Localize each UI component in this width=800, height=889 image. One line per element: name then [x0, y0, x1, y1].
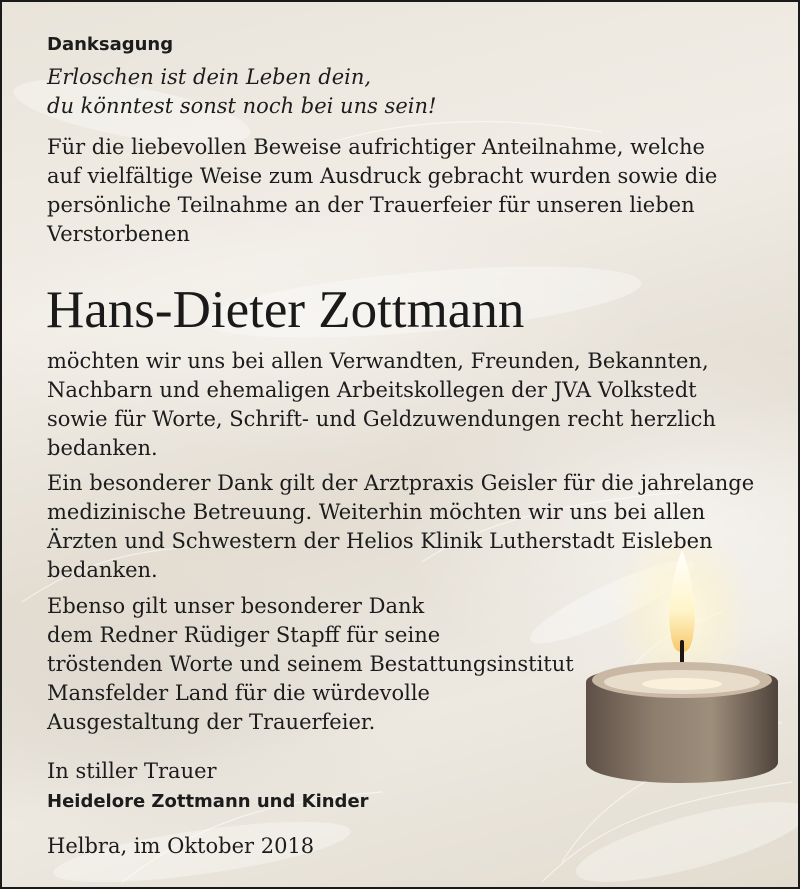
notice-heading: Danksagung	[47, 34, 174, 55]
body-line: Ebenso gilt unser besonderer Dank	[47, 594, 425, 618]
body-line: Ärzten und Schwestern der Helios Klinik Lutherstadt Eisleben	[47, 529, 713, 553]
body-line: tröstenden Worte und seinem Bestattungsinstitut	[47, 652, 574, 676]
candle-icon	[572, 542, 792, 802]
intro-line: auf vielfältige Weise zum Ausdruck gebracht wurden sowie die	[47, 164, 718, 188]
closing-line: In stiller Trauer	[47, 759, 217, 783]
body-line: medizinische Betreuung. Weiterhin möchten wir uns bei allen	[47, 500, 706, 524]
signature: Heidelore Zottmann und Kinder	[47, 791, 369, 812]
body-line: Ausgestaltung der Trauerfeier.	[47, 710, 376, 734]
body-line: sowie für Worte, Schrift- und Geldzuwendungen recht herzlich	[47, 407, 716, 431]
body-line: Mansfelder Land für die würdevolle	[47, 681, 430, 705]
body-line: möchten wir uns bei allen Verwandten, Freunden, Bekannten,	[47, 349, 709, 373]
intro-line: Verstorbenen	[47, 222, 190, 246]
intro-line: persönliche Teilnahme an der Trauerfeier für unseren lieben	[47, 193, 695, 217]
body-line: dem Redner Rüdiger Stapff für seine	[47, 623, 441, 647]
intro-line: Für die liebevollen Beweise aufrichtiger Anteilnahme, welche	[47, 135, 705, 159]
body-line: bedanken.	[47, 558, 158, 582]
body-line: bedanken.	[47, 436, 158, 460]
verse-line: du könntest sonst noch bei uns sein!	[47, 94, 437, 118]
deceased-name: Hans-Dieter Zottmann	[46, 281, 525, 339]
body-line: Nachbarn und ehemaligen Arbeitskollegen der JVA Volkstedt	[47, 378, 697, 402]
verse-line: Erloschen ist dein Leben dein,	[47, 65, 372, 89]
body-line: Ein besonderer Dank gilt der Arztpraxis Geisler für die jahrelange	[47, 471, 755, 495]
place-date: Helbra, im Oktober 2018	[47, 834, 315, 858]
